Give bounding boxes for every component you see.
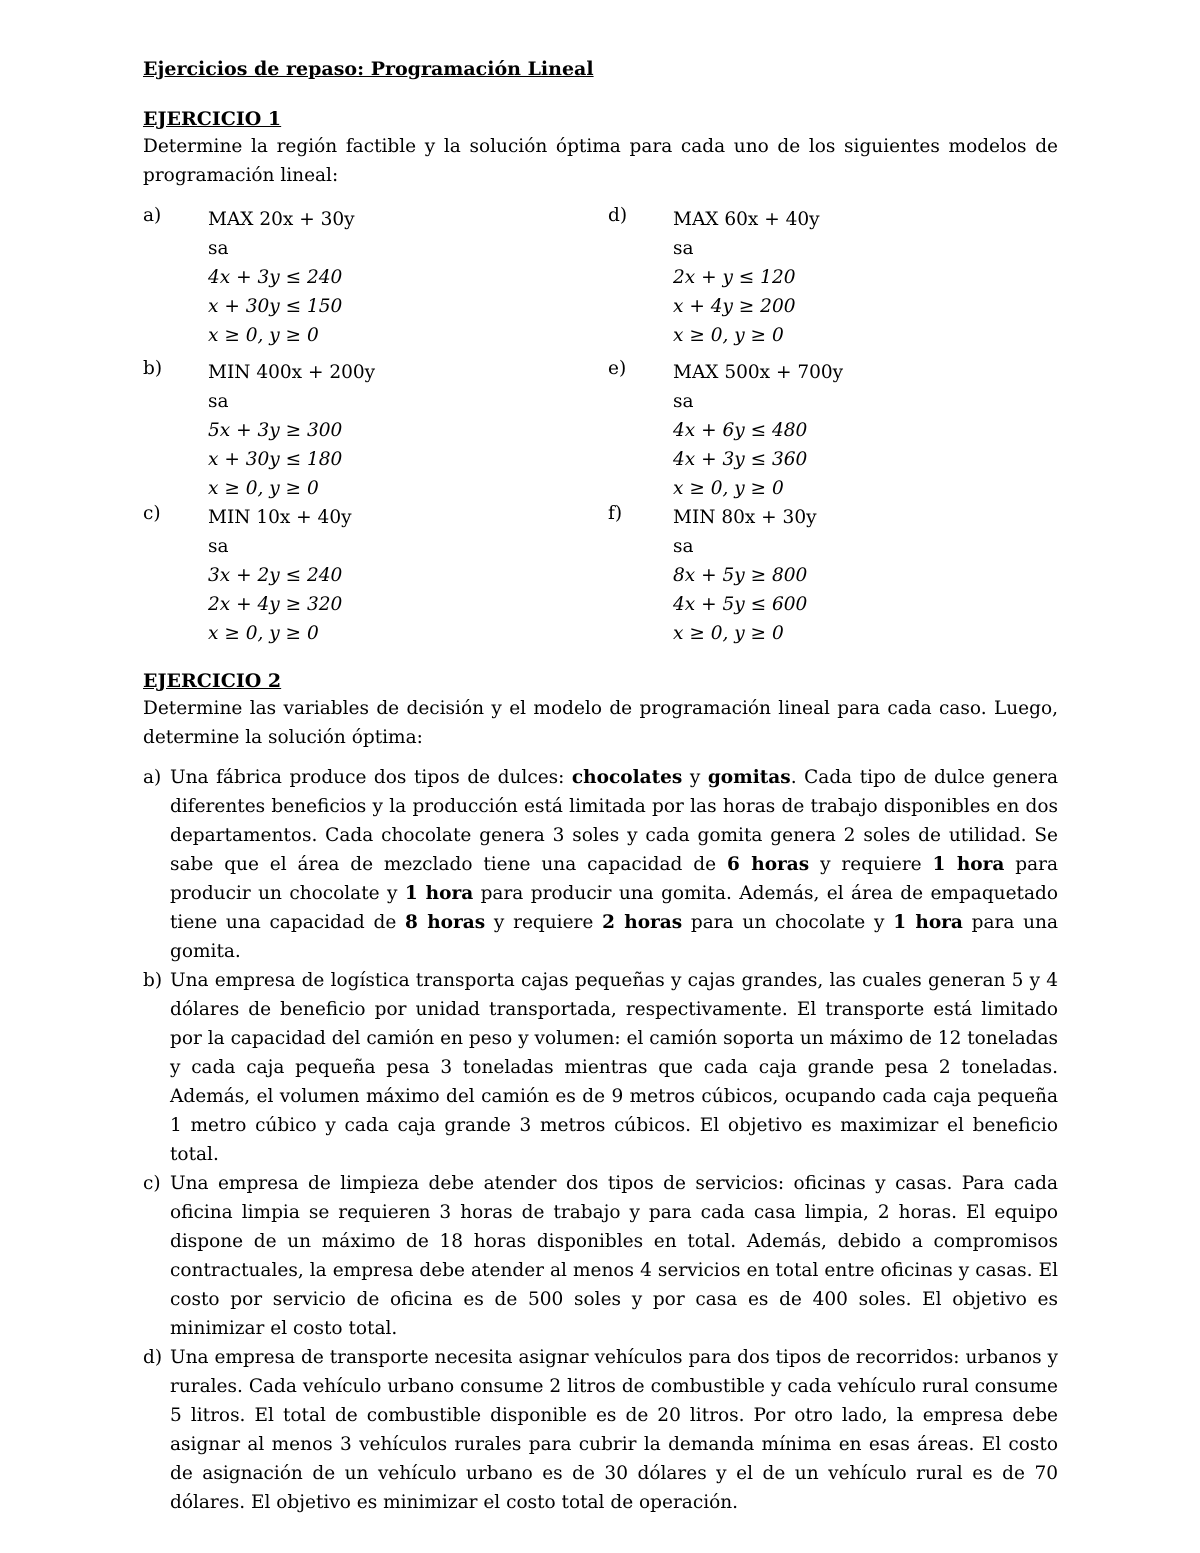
bold-term: 1 hora (893, 912, 963, 933)
model-label: b) (143, 358, 163, 379)
exercise-1-instructions: Determine la región factible y la solución óptima para cada uno de los siguientes modelos de programación lineal: (143, 136, 1058, 186)
constraint-1: 3x + 2y ≤ 240 (208, 565, 343, 586)
objective-function: MIN 10x + 40y (208, 507, 352, 528)
problem-c (143, 1169, 1058, 1343)
exercise-2-instructions: Determine las variables de decisión y el modelo de programación lineal para cada caso. Luego, determine la solución óptima: (143, 698, 1058, 748)
problem-text: Una empresa de logística transporta cajas pequeñas y cajas grandes, las cuales generan 5 y 4 dólares de beneficio por unidad transportada, respectivamente. El transporte está limitado por la capacidad del camión en peso y volumen: el camión soporta un máximo de 12 toneladas y cada caja pequeña pesa 3 toneladas mientras que cada caja grande pesa 2 toneladas. Además, el volumen máximo del camión es de 9 metros cúbicos, ocupando cada caja pequeña 1 metro cúbico y cada caja grande 3 metros cúbicos. El objetivo es maximizar el beneficio total. (170, 970, 1058, 1165)
problem-text: Una empresa de transporte necesita asignar vehículos para dos tipos de recorridos: urbanos y rurales. Cada vehículo urbano consume 2 litros de combustible y cada vehículo rural consume 5 litros. El total de combustible disponible es de 20 litros. Por otro lado, la empresa debe asignar al menos 3 vehículos rurales para cubrir la demanda mínima en esas áreas. El costo de asignación de un vehículo urbano es de 30 dólares y el de un vehículo rural es de 70 dólares. El objetivo es minimizar el costo total de operación. (170, 1347, 1058, 1513)
problem-b (143, 966, 1058, 1169)
subject-to: sa (208, 238, 229, 259)
non-negativity: x ≥ 0, y ≥ 0 (208, 325, 319, 346)
text-run: . Cada tipo de dulce genera diferentes beneficios y la producción está limitada por las horas de trabajo disponibles en dos departamentos. Cada chocolate genera 3 soles y cada gomita genera 2 soles de utilidad. Se sabe que el área de mezclado tiene una capacidad de (170, 767, 1058, 875)
constraint-1: 2x + y ≤ 120 (673, 267, 796, 288)
constraint-2: x + 4y ≥ 200 (673, 296, 796, 317)
problem-d (143, 1343, 1058, 1517)
bold-term: 6 horas (726, 854, 810, 875)
constraint-1: 4x + 3y ≤ 240 (208, 267, 343, 288)
text-run: Una fábrica produce dos tipos de dulces: (170, 767, 572, 788)
problem-label: c) (143, 1173, 161, 1194)
constraint-2: x + 30y ≤ 180 (208, 449, 343, 470)
exercise-1-heading: EJERCICIO 1 (143, 108, 282, 130)
subject-to: sa (673, 536, 694, 557)
bold-term: gomitas (707, 767, 791, 788)
problem-label: a) (143, 767, 162, 788)
objective-function: MAX 500x + 700y (673, 362, 844, 383)
objective-function: MAX 20x + 30y (208, 209, 355, 230)
model-label: e) (608, 358, 627, 379)
objective-function: MIN 400x + 200y (208, 362, 376, 383)
bold-term: chocolates (571, 767, 683, 788)
problem-label: b) (143, 970, 163, 991)
problem-text: Una empresa de limpieza debe atender dos tipos de servicios: oficinas y casas. Para cada oficina limpia se requieren 3 horas de trabajo y para cada casa limpia, 2 horas. El equipo dispone de un máximo de 18 horas disponibles en total. Además, debido a compromisos contractuales, la empresa debe atender al menos 4 servicios en total entre oficinas y casas. El costo por servicio de oficina es de 500 soles y por casa es de 400 soles. El objetivo es minimizar el costo total. (170, 1173, 1058, 1339)
constraint-1: 4x + 6y ≤ 480 (673, 420, 808, 441)
objective-function: MIN 80x + 30y (673, 507, 817, 528)
text-run: para producir un chocolate y (170, 854, 1058, 904)
model-label: d) (608, 205, 628, 226)
text-run: y requiere (809, 854, 933, 875)
subject-to: sa (673, 238, 694, 259)
constraint-1: 5x + 3y ≥ 300 (208, 420, 343, 441)
constraint-2: 4x + 5y ≤ 600 (673, 594, 808, 615)
bold-term: 1 hora (932, 854, 1005, 875)
constraint-1: 8x + 5y ≥ 800 (673, 565, 808, 586)
exercise-2-heading: EJERCICIO 2 (143, 670, 282, 692)
problem-label: d) (143, 1347, 163, 1368)
text-run: y requiere (485, 912, 603, 933)
non-negativity: x ≥ 0, y ≥ 0 (208, 478, 319, 499)
text-run: para un chocolate y (682, 912, 894, 933)
subject-to: sa (208, 391, 229, 412)
constraint-2: 4x + 3y ≤ 360 (673, 449, 808, 470)
constraint-2: x + 30y ≤ 150 (208, 296, 343, 317)
page-title: Ejercicios de repaso: Programación Lineal (143, 58, 594, 80)
problem-a (143, 763, 1058, 966)
lp-models-grid (143, 205, 1058, 650)
objective-function: MAX 60x + 40y (673, 209, 820, 230)
bold-term: 8 horas (405, 912, 486, 933)
constraint-2: 2x + 4y ≥ 320 (208, 594, 343, 615)
bold-term: 1 hora (404, 883, 474, 904)
text-run: para producir una gomita. Además, el área de empaquetado tiene una capacidad de (170, 883, 1058, 933)
subject-to: sa (673, 391, 694, 412)
text-run: y (682, 767, 708, 788)
non-negativity: x ≥ 0, y ≥ 0 (673, 623, 784, 644)
subject-to: sa (208, 536, 229, 557)
text-run: para una gomita. (170, 912, 1058, 962)
bold-term: 2 horas (602, 912, 683, 933)
exercise-2-problems (143, 763, 1058, 1517)
model-label: c) (143, 503, 161, 524)
model-label: a) (143, 205, 162, 226)
non-negativity: x ≥ 0, y ≥ 0 (208, 623, 319, 644)
non-negativity: x ≥ 0, y ≥ 0 (673, 325, 784, 346)
model-label: f) (608, 503, 623, 524)
non-negativity: x ≥ 0, y ≥ 0 (673, 478, 784, 499)
